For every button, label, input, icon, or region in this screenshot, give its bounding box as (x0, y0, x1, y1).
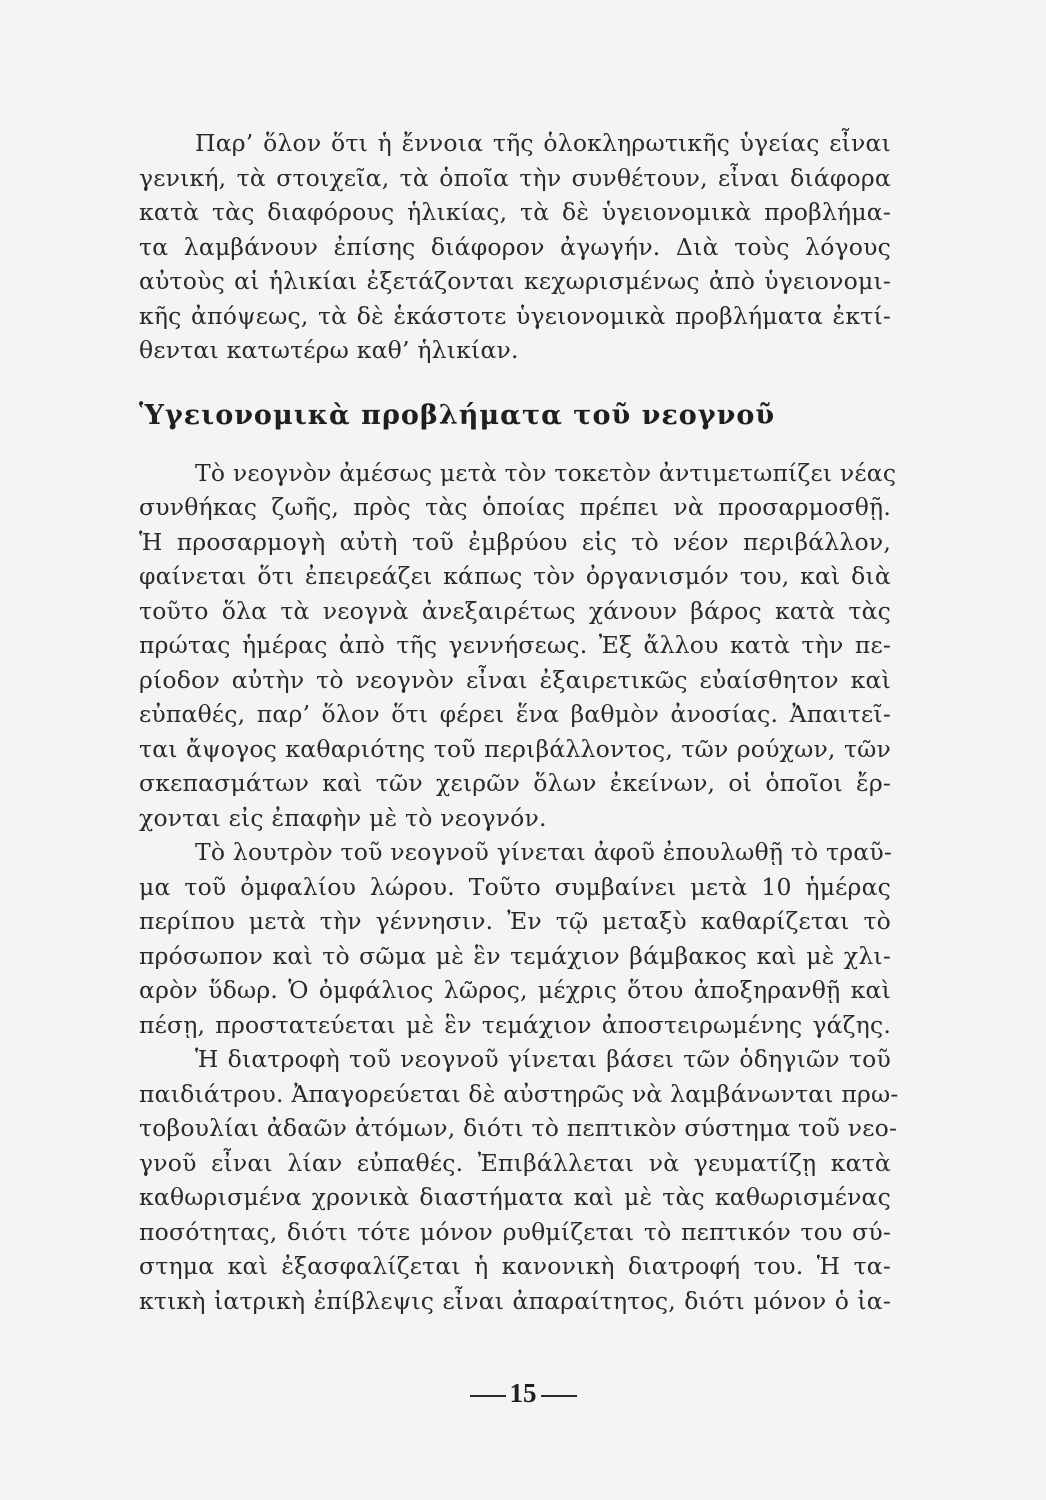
text-line: αρὸν ὕδωρ. Ὁ ὀμφάλιος λῶρος, μέχρις ὅτου ἀποξηρανθῇ καὶ (139, 976, 891, 1004)
section-heading: Ὑγειονομικὰ προβλήματα τοῦ νεογνοῦ (139, 399, 776, 431)
text-line: πρόσωπον καὶ τὸ σῶμα μὲ ἓν τεμάχιον βάμβακος καὶ μὲ χλι- (139, 941, 891, 970)
text-line: περίπου μετὰ τὴν γέννησιν. Ἐν τῷ μεταξὺ καθαρίζεται τὸ (139, 907, 891, 935)
text-line: γενική, τὰ στοιχεῖα, τὰ ὁποῖα τὴν συνθέτουν, εἶναι διάφορα (139, 163, 891, 192)
text-line: καθωρισμένα χρονικὰ διαστήματα καὶ μὲ τὰς καθωρισμένας (139, 1183, 891, 1211)
text-line: φαίνεται ὅτι ἐπειρεάζει κάπως τὸν ὀργανισμόν του, καὶ διὰ (139, 562, 891, 590)
paragraph-bath (139, 835, 891, 1042)
paragraph-adaptation (139, 456, 897, 836)
text-line: Τὸ νεογνὸν ἀμέσως μετὰ τὸν τοκετὸν ἀντιμετωπίζει νέας (195, 458, 897, 487)
page-number: 15 (509, 1378, 537, 1408)
text-line: κῆς ἀπόψεως, τὰ δὲ ἑκάστοτε ὑγειονομικὰ προβλήματα ἐκτί- (139, 301, 891, 330)
folio-dash-right (541, 1395, 577, 1397)
text-line: μα τοῦ ὀμφαλίου λώρου. Τοῦτο συμβαίνει μετὰ 10 ἡμέρας (139, 872, 891, 901)
text-line: Ἡ προσαρμογὴ αὐτὴ τοῦ ἐμβρύου εἰς τὸ νέον περιβάλλον, (139, 527, 891, 556)
text-line: τα λαμβάνουν ἐπίσης διάφορον ἀγωγήν. Διὰ τοὺς λόγους (139, 232, 891, 261)
text-line: τοῦτο ὅλα τὰ νεογνὰ ἀνεξαιρέτως χάνουν βάρος κατὰ τὰς (139, 596, 891, 625)
text-line: παιδιάτρου. Ἀπαγορεύεται δὲ αὐστηρῶς νὰ λαμβάνωνται πρω- (139, 1079, 899, 1108)
text-line: θενται κατωτέρω καθ’ ἡλικίαν. (139, 336, 519, 364)
folio-dash-left (470, 1395, 506, 1397)
text-line: κατὰ τὰς διαφόρους ἡλικίας, τὰ δὲ ὑγειονομικὰ προβλήμα- (139, 198, 891, 226)
page-number-footer (0, 1378, 1046, 1409)
text-line: ται ἄψογος καθαριότης τοῦ περιβάλλοντος, τῶν ρούχων, τῶν (139, 734, 891, 763)
text-line: στημα καὶ ἐξασφαλίζεται ἡ κανονικὴ διατροφή του. Ἡ τα- (139, 1252, 891, 1280)
text-line: χονται εἰς ἐπαφὴν μὲ τὸ νεογνόν. (139, 803, 547, 832)
text-line: Παρ’ ὅλον ὅτι ἡ ἔννοια τῆς ὁλοκληρωτικῆς ὑγείας εἶναι (195, 129, 891, 157)
text-line: Ἡ διατροφὴ τοῦ νεογνοῦ γίνεται βάσει τῶν ὁδηγιῶν τοῦ (195, 1045, 891, 1073)
text-line: πέσῃ, προστατεύεται μὲ ἓν τεμάχιον ἀποστειρωμένης γάζης. (139, 1010, 891, 1039)
paragraph-intro (139, 126, 891, 368)
text-line: ρίοδον αὐτὴν τὸ νεογνὸν εἶναι ἐξαιρετικῶς εὐαίσθητον καὶ (139, 665, 891, 694)
text-line: συνθήκας ζωῆς, πρὸς τὰς ὁποίας πρέπει νὰ προσαρμοσθῇ. (139, 493, 891, 521)
text-line: αὐτοὺς αἱ ἡλικίαι ἐξετάζονται κεχωρισμένως ἀπὸ ὑγειονομι- (139, 267, 891, 295)
text-line: ποσότητας, διότι τότε μόνον ρυθμίζεται τὸ πεπτικόν του σύ- (139, 1217, 891, 1246)
text-line: πρώτας ἡμέρας ἀπὸ τῆς γεννήσεως. Ἐξ ἄλλου κατὰ τὴν πε- (139, 631, 891, 659)
paragraph-nutrition (139, 1042, 899, 1318)
text-line: γνοῦ εἶναι λίαν εὐπαθές. Ἐπιβάλλεται νὰ γευματίζῃ κατὰ (139, 1148, 891, 1177)
text-line: Τὸ λουτρὸν τοῦ νεογνοῦ γίνεται ἀφοῦ ἐπουλωθῇ τὸ τραῦ- (195, 838, 892, 866)
text-line: εὐπαθές, παρ’ ὅλον ὅτι φέρει ἕνα βαθμὸν ἀνοσίας. Ἀπαιτεῖ- (139, 700, 891, 728)
text-body (139, 126, 899, 1318)
text-line: σκεπασμάτων καὶ τῶν χειρῶν ὅλων ἐκείνων, οἱ ὁποῖοι ἔρ- (139, 769, 891, 797)
text-line: τοβουλίαι ἀδαῶν ἀτόμων, διότι τὸ πεπτικὸν σύστημα τοῦ νεο- (139, 1114, 898, 1142)
text-line: κτικὴ ἰατρικὴ ἐπίβλεψις εἶναι ἀπαραίτητος, διότι μόνον ὁ ἰα- (139, 1286, 891, 1315)
